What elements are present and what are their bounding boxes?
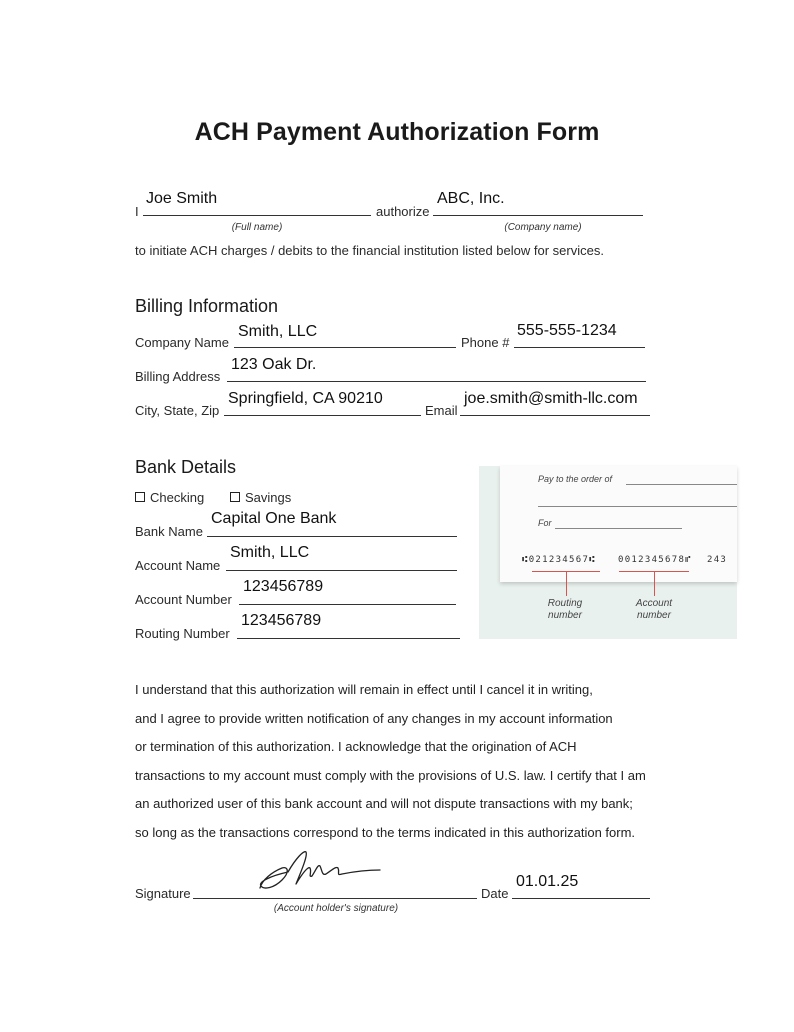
terms-line: or termination of this authorization. I acknowledge that the origination of ACH xyxy=(135,739,577,754)
micr-check-number: 243 xyxy=(707,555,728,565)
signature-caption: (Account holder's signature) xyxy=(273,903,399,914)
company-name-caption: (Company name) xyxy=(504,222,582,233)
savings-label: Savings xyxy=(245,490,292,505)
account-name-label: Account Name xyxy=(135,558,221,573)
phone-field[interactable] xyxy=(514,347,645,348)
signature-scribble xyxy=(252,846,387,896)
terms-line: transactions to my account must comply with the provisions of U.S. law. I certify that I am xyxy=(135,767,646,783)
account-name-field[interactable] xyxy=(226,570,457,571)
terms-paragraph xyxy=(135,676,695,847)
email-field[interactable] xyxy=(460,415,650,416)
pay-to-line-2 xyxy=(538,506,737,507)
address-value: 123 Oak Dr. xyxy=(231,356,317,373)
bank-name-label: Bank Name xyxy=(135,524,203,539)
account-caption: Account number xyxy=(635,598,673,621)
for-label: For xyxy=(538,518,552,528)
check-illustration xyxy=(479,466,737,639)
account-number-value: 123456789 xyxy=(243,578,324,595)
company-name-value: ABC, Inc. xyxy=(437,190,505,207)
account-name-value: Smith, LLC xyxy=(230,544,310,561)
billing-heading: Billing Information xyxy=(135,296,279,316)
full-name-value: Joe Smith xyxy=(146,190,218,207)
address-field[interactable] xyxy=(227,381,646,382)
terms-line: an authorized user of this bank account and will not dispute transactions with my bank; xyxy=(135,796,633,811)
full-name-caption: (Full name) xyxy=(231,222,283,233)
pay-to-line xyxy=(626,484,737,485)
routing-number-field[interactable] xyxy=(237,638,460,639)
address-label: Billing Address xyxy=(135,369,221,384)
date-value: 01.01.25 xyxy=(516,873,579,890)
routing-caption: Routing number xyxy=(547,598,583,621)
signature-label: Signature xyxy=(135,886,191,901)
micr-routing: ⑆021234567⑆ xyxy=(522,555,596,565)
checking-label: Checking xyxy=(150,490,205,505)
company-label: Company Name xyxy=(135,335,229,350)
bank-heading: Bank Details xyxy=(135,457,237,477)
account-pointer xyxy=(654,572,655,596)
check-paper xyxy=(500,466,737,582)
csz-label: City, State, Zip xyxy=(135,403,220,418)
authorization-prefix: I xyxy=(135,204,139,219)
routing-number-label: Routing Number xyxy=(135,626,230,641)
terms-line: so long as the transactions correspond to the terms indicated in this authorization form. xyxy=(135,824,636,840)
company-value: Smith, LLC xyxy=(238,323,318,340)
terms-line: I understand that this authorization will remain in effect until I cancel it in writing, xyxy=(135,682,593,697)
company-field[interactable] xyxy=(234,347,456,348)
bank-name-field[interactable] xyxy=(207,536,457,537)
checking-checkbox[interactable] xyxy=(135,492,145,502)
terms-line: and I agree to provide written notification of any changes in my account information xyxy=(135,710,613,726)
pay-to-label: Pay to the order of xyxy=(538,474,613,484)
for-line xyxy=(555,528,682,529)
csz-field[interactable] xyxy=(224,415,421,416)
routing-number-value: 123456789 xyxy=(241,612,322,629)
bank-name-value: Capital One Bank xyxy=(211,510,337,527)
account-number-field[interactable] xyxy=(239,604,456,605)
phone-label: Phone # xyxy=(461,335,510,350)
signature-field[interactable] xyxy=(193,898,477,899)
date-field[interactable] xyxy=(512,898,650,899)
company-name-field[interactable] xyxy=(433,215,643,216)
date-label: Date xyxy=(481,886,509,901)
account-number-label: Account Number xyxy=(135,592,232,607)
routing-pointer xyxy=(566,572,567,596)
page-title: ACH Payment Authorization Form xyxy=(194,118,600,146)
savings-checkbox[interactable] xyxy=(230,492,240,502)
csz-value: Springfield, CA 90210 xyxy=(228,390,383,407)
savings-option[interactable] xyxy=(230,490,291,505)
full-name-field[interactable] xyxy=(143,215,371,216)
email-value: joe.smith@smith-llc.com xyxy=(464,390,638,407)
checking-option[interactable] xyxy=(135,490,204,505)
authorization-statement: to initiate ACH charges / debits to the financial institution listed below for services. xyxy=(135,243,604,258)
phone-value: 555-555-1234 xyxy=(517,322,617,339)
authorize-word: authorize xyxy=(376,204,430,219)
email-label: Email xyxy=(425,403,458,418)
micr-account: 0012345678⑈ xyxy=(618,555,692,565)
